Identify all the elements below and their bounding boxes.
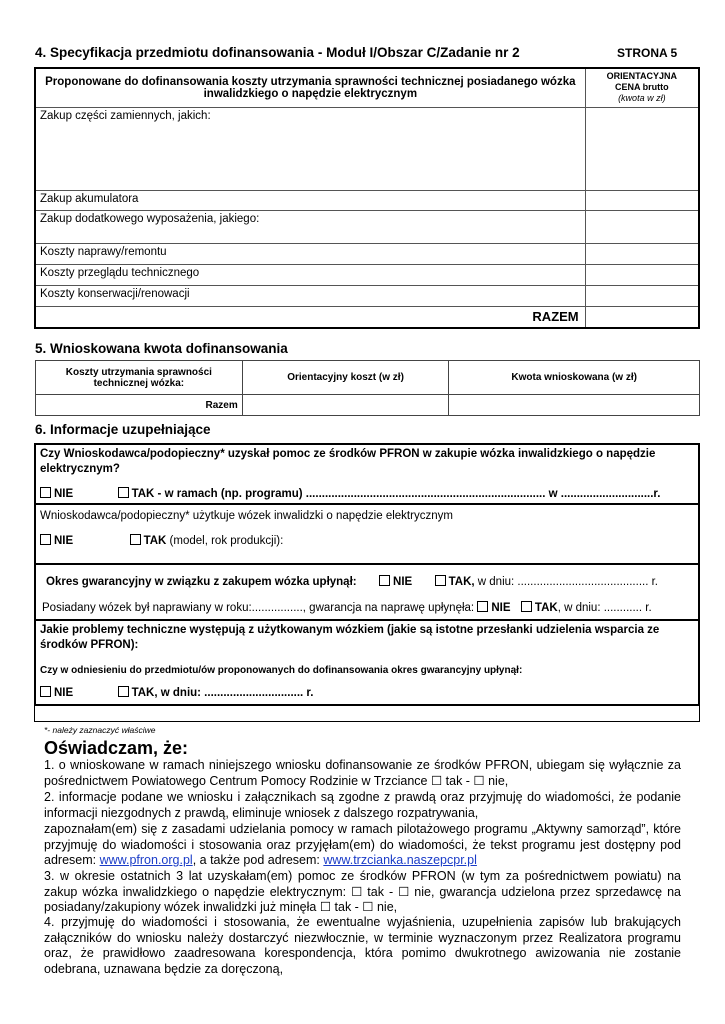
wheelchair-use-nie-label: NIE xyxy=(54,535,74,547)
pfron-aid-question: Czy Wnioskodawca/podopieczny* uzyskał pomoc ze środków PFRON w zakupie wózka inwalidzkiego o napędzie elektrycznym? xyxy=(40,448,656,475)
question-pfron-aid xyxy=(34,443,700,505)
warranty-nie-label: NIE xyxy=(393,576,413,588)
total-cell[interactable] xyxy=(585,306,699,328)
maintenance-costs-header: Koszty utrzymania sprawności technicznej wózka: xyxy=(36,361,243,395)
section-6-title: 6. Informacje uzupełniające xyxy=(35,422,211,437)
pfron-link[interactable]: www.pfron.org.pl xyxy=(99,853,193,868)
wheelchair-use-nie-checkbox[interactable] xyxy=(40,534,51,545)
pfron-aid-nie-checkbox[interactable] xyxy=(40,487,51,498)
expired-tak-label: TAK, w dniu: ............................... r. xyxy=(131,687,314,699)
price-cell[interactable] xyxy=(585,190,699,210)
requested-amount-cell[interactable] xyxy=(449,395,700,416)
program-text: zapoznałam(em) się z zasadami udzielania pomocy w ramach pilotażowego programu „Aktywny samorząd”, które przyjmuję do wiadomości i stosowania oraz przyjęłam(em) do wiadomości, że tekst programu jest dostępny pod adresem: xyxy=(44,822,681,868)
estimated-cost-header: Orientacyjny koszt (w zł) xyxy=(242,361,449,395)
declaration-point-3: 3. w okresie ostatnich 3 lat uzyskałam(em) pomoc ze środków PFRON (w tym za pośrednictwem powiatu) na zakup wózka inwalidzkiego o napędzie elektrycznym: ☐ tak - ☐ nie, gwarancja udzielona przez sprzedawcę na posiadany/zakupiony wózek inwalidzki już minęła ☐ tak - ☐ nie, xyxy=(44,869,681,915)
declaration-point-2: 2. informacje podane we wniosku i załącznikach są zgodne z prawdą oraz przyjmuję do wiadomości, że podanie informacji niezgodnych z prawdą, eliminuje wniosek z dalszego rozpatrywania, xyxy=(44,790,681,820)
warranty-nie-checkbox[interactable] xyxy=(379,575,390,586)
technical-problems-question: Jakie problemy techniczne występują z użytkowanym wózkiem (jakie są istotne przesłanki udzielenia wsparcia ze środków PFRON): xyxy=(40,624,660,651)
cost-items-header: Proponowane do dofinansowania koszty utrzymania sprawności technicznej posiadanego wózka inwalidzkiego o napędzie elektrycznym xyxy=(35,68,585,107)
price-cell[interactable] xyxy=(585,264,699,285)
wheelchair-use-tak-note: (model, rok produkcji): xyxy=(166,535,284,547)
price-cell[interactable] xyxy=(585,285,699,306)
warranty-tak-checkbox[interactable] xyxy=(435,575,446,586)
pfron-aid-tak-checkbox[interactable] xyxy=(118,487,129,498)
footnote: *- należy zaznaczyć właściwe xyxy=(44,725,156,735)
razem-label: Razem xyxy=(36,395,243,416)
row-repair[interactable]: Koszty naprawy/remontu xyxy=(35,243,585,264)
row-spare-parts[interactable]: Zakup części zamiennych, jakich: xyxy=(35,107,585,190)
price-cell[interactable] xyxy=(585,243,699,264)
expired-nie-label: NIE xyxy=(54,687,74,699)
repair-nie-checkbox[interactable] xyxy=(477,601,488,612)
repair-nie-label: NIE xyxy=(491,602,511,614)
expired-tak-checkbox[interactable] xyxy=(118,686,129,697)
warranty-question: Okres gwarancyjny w związku z zakupem wózka upłynął: xyxy=(46,576,357,588)
declaration-point-4: 4. przyjmuję do wiadomości i stosowania, że ewentualne wyjaśnienia, uzupełnienia zapisów lub brakujących załączników do wniosku należy dostarczyć niezwłocznie, w terminie wyznaczonym przez Realizatora programu oraz, że prawidłowo zaadresowana korespondencja, która pomimo dwukrotnego awizowania nie zostanie odebrana, uznawana będzie za doręczoną, xyxy=(44,915,681,976)
row-maintenance[interactable]: Koszty konserwacji/renowacji xyxy=(35,285,585,306)
question-warranty xyxy=(34,565,700,621)
declaration-point-1: 1. o wnioskowane w ramach niniejszego wniosku dofinansowanie ze środków PFRON, ubiegam się wyłącznie za pośrednictwem Powiatowego Centrum Pomocy Rodzinie w Trzciance ☐ tak - ☐ nie, xyxy=(44,758,681,788)
pfron-aid-nie-label: NIE xyxy=(54,488,74,500)
price-cell[interactable] xyxy=(585,107,699,190)
row-inspection[interactable]: Koszty przeglądu technicznego xyxy=(35,264,585,285)
warranty-tak-date: w dniu: ......................................... r. xyxy=(474,576,658,588)
warranty-tak-label: TAK, xyxy=(448,576,475,588)
declaration-title: Oświadczam, że: xyxy=(44,738,189,758)
price-header-note: (kwota w zł) xyxy=(618,93,666,104)
pcpr-link[interactable]: www.trzcianka.naszepcpr.pl xyxy=(323,853,477,868)
expired-nie-checkbox[interactable] xyxy=(40,686,51,697)
total-label: RAZEM xyxy=(35,306,585,328)
program-text-mid: , a także pod adresem: xyxy=(192,853,324,868)
repair-tak-date: , w dniu: ............ r. xyxy=(557,602,652,614)
pfron-aid-tak-label: TAK - w ramach (np. programu) ........................................................................... w .............................r. xyxy=(131,488,661,500)
row-equipment[interactable]: Zakup dodatkowego wyposażenia, jakiego: xyxy=(35,210,585,243)
row-battery[interactable]: Zakup akumulatora xyxy=(35,190,585,210)
question-technical-problems xyxy=(34,621,700,706)
cost-specification-table xyxy=(34,67,700,329)
repair-tak-label: TAK xyxy=(534,602,558,614)
repair-tak-checkbox[interactable] xyxy=(521,601,532,612)
notes-box[interactable] xyxy=(34,706,700,722)
wheelchair-use-question: Wnioskodawca/podopieczny* użytkuje wózek inwalidzki o napędzie elektrycznym xyxy=(40,510,453,522)
requested-amount-header: Kwota wnioskowana (w zł) xyxy=(449,361,700,395)
requested-amount-table xyxy=(35,360,700,416)
warranty-expired-question: Czy w odniesieniu do przedmiotu/ów proponowanych do dofinansowania okres gwarancyjny upłynął: xyxy=(40,665,523,676)
wheelchair-use-tak-checkbox[interactable] xyxy=(130,534,141,545)
question-wheelchair-use xyxy=(34,505,700,565)
wheelchair-use-tak-label: TAK xyxy=(143,535,167,547)
section-5-title: 5. Wnioskowana kwota dofinansowania xyxy=(35,341,288,356)
page-number: STRONA 5 xyxy=(617,46,678,60)
section-4-title: 4. Specyfikacja przedmiotu dofinansowania - Moduł I/Obszar C/Zadanie nr 2 xyxy=(35,45,520,60)
price-header xyxy=(585,68,699,107)
repair-question: Posiadany wózek był naprawiany w roku:................, gwarancja na naprawę upłynęła: xyxy=(42,602,475,614)
estimated-cost-cell[interactable] xyxy=(242,395,449,416)
price-cell[interactable] xyxy=(585,210,699,243)
price-header-line1: ORIENTACYJNA xyxy=(606,71,677,82)
price-header-line2: CENA brutto xyxy=(614,82,669,93)
declaration-point-2b xyxy=(44,822,681,869)
